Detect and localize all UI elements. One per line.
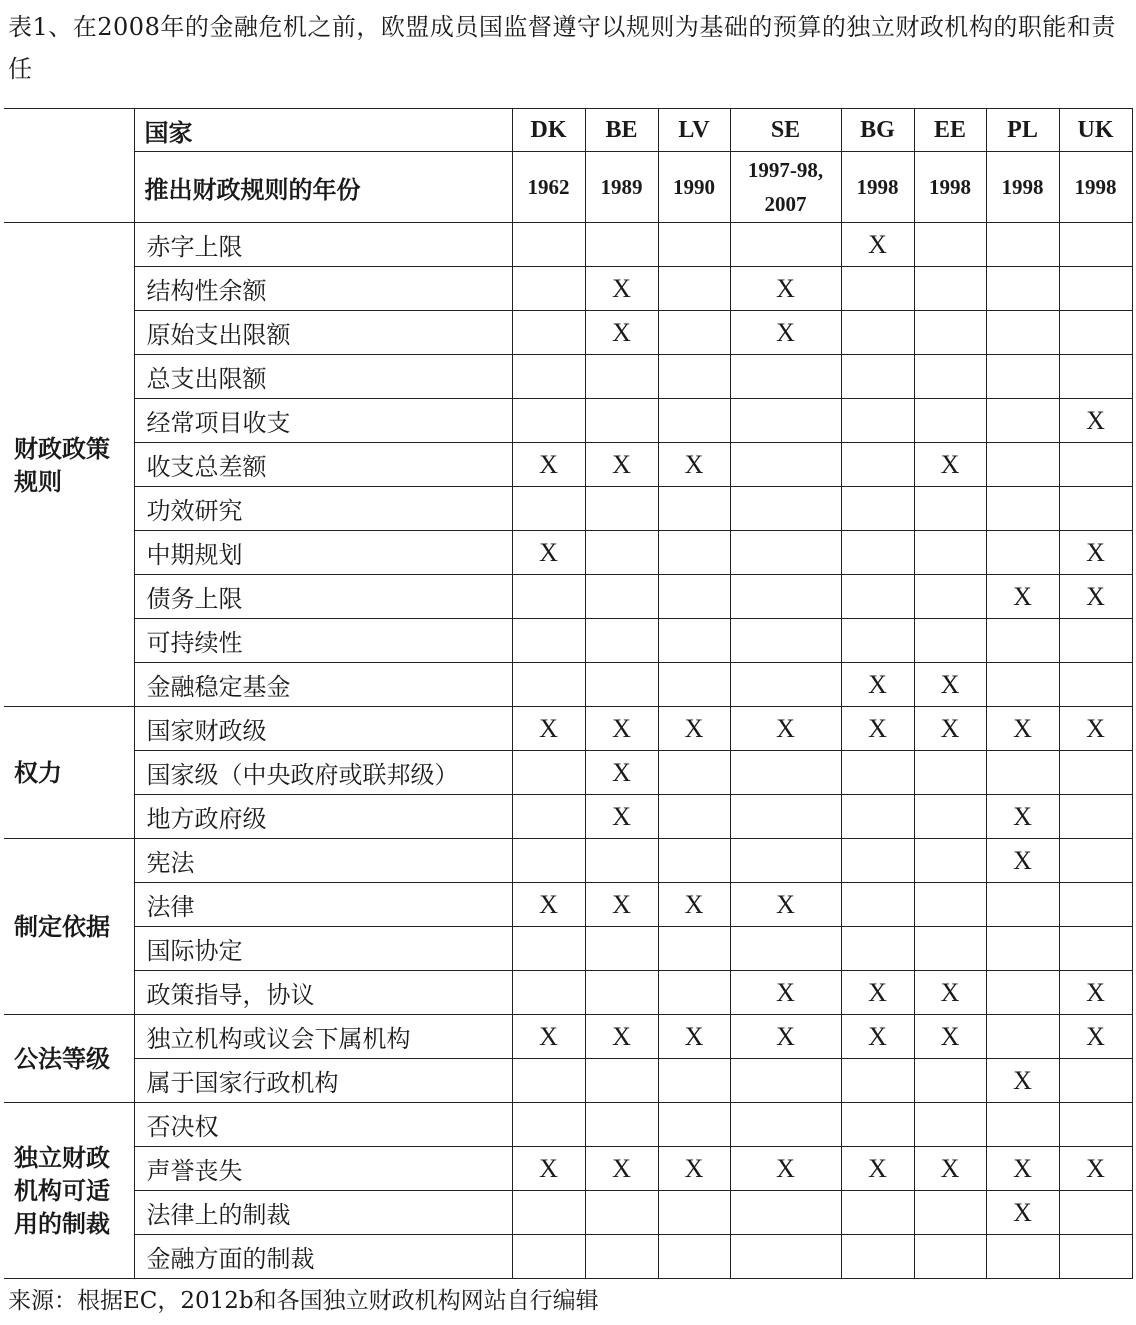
empty-cell <box>730 839 841 883</box>
check-mark-cell: X <box>512 1015 585 1059</box>
group-label-text: 独立财政机构可适用的制裁 <box>14 1143 110 1238</box>
check-mark-cell: X <box>730 707 841 751</box>
check-mark-cell: X <box>914 1147 986 1191</box>
empty-cell <box>841 311 914 355</box>
empty-cell <box>585 927 658 971</box>
check-mark-cell: X <box>914 443 986 487</box>
check-mark-cell: X <box>512 883 585 927</box>
empty-cell <box>986 1015 1059 1059</box>
empty-cell <box>658 575 730 619</box>
country-code: BG <box>841 109 914 152</box>
check-mark-cell: X <box>658 1147 730 1191</box>
empty-cell <box>730 355 841 399</box>
empty-cell <box>730 927 841 971</box>
empty-cell <box>512 311 585 355</box>
empty-cell <box>841 795 914 839</box>
table-row <box>4 399 1132 443</box>
empty-cell <box>658 839 730 883</box>
table-row <box>4 1103 1132 1147</box>
table-row <box>4 707 1132 751</box>
check-mark-cell: X <box>1059 971 1132 1015</box>
check-mark-cell: X <box>1059 399 1132 443</box>
check-mark-cell: X <box>841 1147 914 1191</box>
check-mark-cell: X <box>1059 707 1132 751</box>
table-row <box>4 751 1132 795</box>
empty-cell <box>730 443 841 487</box>
table-row <box>4 1015 1132 1059</box>
check-mark-cell: X <box>585 1147 658 1191</box>
rule-year: 1989 <box>585 152 658 223</box>
empty-cell <box>658 531 730 575</box>
group-label-text: 权力 <box>14 758 62 787</box>
empty-cell <box>914 575 986 619</box>
empty-cell <box>585 1103 658 1147</box>
group-label-text: 制定依据 <box>14 912 110 941</box>
row-label: 法律 <box>134 883 512 927</box>
empty-cell <box>512 267 585 311</box>
empty-cell <box>986 223 1059 267</box>
row-label: 总支出限额 <box>134 355 512 399</box>
check-mark-cell: X <box>512 707 585 751</box>
fiscal-institutions-table <box>4 108 1133 1279</box>
empty-cell <box>841 1235 914 1279</box>
table-row <box>4 1235 1132 1279</box>
check-mark-cell: X <box>1059 575 1132 619</box>
row-label: 经常项目收支 <box>134 399 512 443</box>
empty-cell <box>512 355 585 399</box>
empty-cell <box>585 1235 658 1279</box>
header-row-countries <box>4 109 1132 152</box>
check-mark-cell: X <box>730 267 841 311</box>
country-code: SE <box>730 109 841 152</box>
rule-year: 1962 <box>512 152 585 223</box>
empty-cell <box>986 267 1059 311</box>
empty-cell <box>730 619 841 663</box>
empty-cell <box>658 355 730 399</box>
empty-cell <box>914 223 986 267</box>
table-row <box>4 443 1132 487</box>
table-body <box>4 109 1132 1279</box>
row-label: 否决权 <box>134 1103 512 1147</box>
empty-cell <box>1059 927 1132 971</box>
empty-cell <box>914 795 986 839</box>
empty-cell <box>841 1191 914 1235</box>
empty-cell <box>730 1191 841 1235</box>
check-mark-cell: X <box>658 707 730 751</box>
empty-cell <box>512 971 585 1015</box>
empty-cell <box>658 487 730 531</box>
empty-cell <box>658 663 730 707</box>
rule-year: 1998 <box>841 152 914 223</box>
empty-cell <box>730 575 841 619</box>
table-row <box>4 355 1132 399</box>
table-row <box>4 795 1132 839</box>
empty-cell <box>585 619 658 663</box>
empty-cell <box>512 751 585 795</box>
country-code: PL <box>986 109 1059 152</box>
empty-cell <box>730 1059 841 1103</box>
empty-cell <box>841 355 914 399</box>
empty-cell <box>512 839 585 883</box>
empty-cell <box>658 311 730 355</box>
empty-cell <box>585 223 658 267</box>
empty-cell <box>730 663 841 707</box>
table-row <box>4 927 1132 971</box>
row-label: 国际协定 <box>134 927 512 971</box>
check-mark-cell: X <box>512 1147 585 1191</box>
check-mark-cell: X <box>512 531 585 575</box>
empty-cell <box>1059 487 1132 531</box>
check-mark-cell: X <box>986 575 1059 619</box>
empty-cell <box>986 355 1059 399</box>
empty-cell <box>986 751 1059 795</box>
empty-cell <box>658 971 730 1015</box>
empty-cell <box>1059 1059 1132 1103</box>
empty-cell <box>841 619 914 663</box>
empty-cell <box>914 619 986 663</box>
empty-cell <box>1059 267 1132 311</box>
rule-year: 1998 <box>986 152 1059 223</box>
empty-cell <box>841 1059 914 1103</box>
rule-year: 1998 <box>1059 152 1132 223</box>
country-code: DK <box>512 109 585 152</box>
check-mark-cell: X <box>841 1015 914 1059</box>
check-mark-cell: X <box>1059 531 1132 575</box>
check-mark-cell: X <box>585 883 658 927</box>
empty-cell <box>512 1191 585 1235</box>
check-mark-cell: X <box>841 971 914 1015</box>
check-mark-cell: X <box>585 1015 658 1059</box>
empty-cell <box>512 1103 585 1147</box>
empty-cell <box>658 223 730 267</box>
check-mark-cell: X <box>585 795 658 839</box>
table-row <box>4 1147 1132 1191</box>
empty-cell <box>914 267 986 311</box>
empty-cell <box>841 1103 914 1147</box>
check-mark-cell: X <box>841 707 914 751</box>
empty-cell <box>1059 223 1132 267</box>
row-label: 金融方面的制裁 <box>134 1235 512 1279</box>
empty-cell <box>986 1235 1059 1279</box>
empty-cell <box>585 487 658 531</box>
empty-cell <box>512 223 585 267</box>
empty-cell <box>730 487 841 531</box>
check-mark-cell: X <box>914 663 986 707</box>
group-label <box>4 839 134 1015</box>
row-label: 政策指导，协议 <box>134 971 512 1015</box>
empty-cell <box>914 839 986 883</box>
empty-cell <box>512 399 585 443</box>
table-row <box>4 575 1132 619</box>
empty-cell <box>585 531 658 575</box>
check-mark-cell: X <box>730 1147 841 1191</box>
check-mark-cell: X <box>986 795 1059 839</box>
empty-cell <box>841 575 914 619</box>
empty-cell <box>986 883 1059 927</box>
empty-cell <box>986 399 1059 443</box>
empty-cell <box>1059 795 1132 839</box>
empty-cell <box>986 311 1059 355</box>
empty-cell <box>841 399 914 443</box>
empty-cell <box>512 619 585 663</box>
row-label: 结构性余额 <box>134 267 512 311</box>
country-header-label: 国家 <box>134 109 512 152</box>
empty-cell <box>730 531 841 575</box>
empty-cell <box>914 883 986 927</box>
header-blank-cell <box>4 109 134 223</box>
group-label-text: 财政政策规则 <box>14 433 110 496</box>
empty-cell <box>1059 355 1132 399</box>
empty-cell <box>585 575 658 619</box>
empty-cell <box>512 795 585 839</box>
empty-cell <box>841 267 914 311</box>
country-code: BE <box>585 109 658 152</box>
empty-cell <box>841 531 914 575</box>
empty-cell <box>914 1191 986 1235</box>
empty-cell <box>1059 883 1132 927</box>
check-mark-cell: X <box>914 707 986 751</box>
table-row <box>4 839 1132 883</box>
empty-cell <box>986 443 1059 487</box>
group-label-text: 公法等级 <box>14 1044 110 1073</box>
table-row <box>4 1191 1132 1235</box>
check-mark-cell: X <box>658 443 730 487</box>
empty-cell <box>914 751 986 795</box>
row-label: 中期规划 <box>134 531 512 575</box>
country-code: UK <box>1059 109 1132 152</box>
empty-cell <box>986 1103 1059 1147</box>
empty-cell <box>986 531 1059 575</box>
empty-cell <box>986 487 1059 531</box>
check-mark-cell: X <box>914 971 986 1015</box>
empty-cell <box>585 355 658 399</box>
check-mark-cell: X <box>986 1059 1059 1103</box>
empty-cell <box>986 927 1059 971</box>
check-mark-cell: X <box>730 1015 841 1059</box>
check-mark-cell: X <box>986 707 1059 751</box>
header-row-years <box>4 152 1132 223</box>
check-mark-cell: X <box>841 663 914 707</box>
row-label: 属于国家行政机构 <box>134 1059 512 1103</box>
empty-cell <box>658 1059 730 1103</box>
empty-cell <box>658 267 730 311</box>
empty-cell <box>1059 1235 1132 1279</box>
empty-cell <box>730 1235 841 1279</box>
check-mark-cell: X <box>512 443 585 487</box>
empty-cell <box>1059 443 1132 487</box>
empty-cell <box>841 487 914 531</box>
row-label: 宪法 <box>134 839 512 883</box>
empty-cell <box>585 399 658 443</box>
empty-cell <box>730 751 841 795</box>
row-label: 赤字上限 <box>134 223 512 267</box>
row-label: 功效研究 <box>134 487 512 531</box>
empty-cell <box>512 663 585 707</box>
empty-cell <box>658 751 730 795</box>
empty-cell <box>1059 1103 1132 1147</box>
empty-cell <box>914 399 986 443</box>
empty-cell <box>658 619 730 663</box>
table-row <box>4 663 1132 707</box>
empty-cell <box>658 795 730 839</box>
empty-cell <box>1059 751 1132 795</box>
empty-cell <box>1059 839 1132 883</box>
empty-cell <box>730 223 841 267</box>
empty-cell <box>841 751 914 795</box>
empty-cell <box>512 487 585 531</box>
empty-cell <box>730 1103 841 1147</box>
group-label <box>4 223 134 707</box>
row-label: 国家财政级 <box>134 707 512 751</box>
empty-cell <box>986 619 1059 663</box>
country-code: EE <box>914 109 986 152</box>
check-mark-cell: X <box>986 1147 1059 1191</box>
empty-cell <box>914 1059 986 1103</box>
empty-cell <box>1059 1191 1132 1235</box>
check-mark-cell: X <box>585 267 658 311</box>
check-mark-cell: X <box>730 883 841 927</box>
table-row <box>4 1059 1132 1103</box>
check-mark-cell: X <box>585 311 658 355</box>
check-mark-cell: X <box>585 707 658 751</box>
row-label: 收支总差额 <box>134 443 512 487</box>
empty-cell <box>841 927 914 971</box>
check-mark-cell: X <box>1059 1015 1132 1059</box>
empty-cell <box>841 839 914 883</box>
empty-cell <box>914 531 986 575</box>
country-code: LV <box>658 109 730 152</box>
group-label <box>4 707 134 839</box>
empty-cell <box>585 839 658 883</box>
row-label: 地方政府级 <box>134 795 512 839</box>
empty-cell <box>730 795 841 839</box>
check-mark-cell: X <box>1059 1147 1132 1191</box>
empty-cell <box>914 1235 986 1279</box>
empty-cell <box>585 1059 658 1103</box>
empty-cell <box>986 971 1059 1015</box>
empty-cell <box>914 1103 986 1147</box>
group-label <box>4 1103 134 1279</box>
table-row <box>4 531 1132 575</box>
row-label: 债务上限 <box>134 575 512 619</box>
table-row <box>4 883 1132 927</box>
empty-cell <box>914 311 986 355</box>
empty-cell <box>914 487 986 531</box>
check-mark-cell: X <box>658 883 730 927</box>
empty-cell <box>512 1235 585 1279</box>
empty-cell <box>841 443 914 487</box>
row-label: 原始支出限额 <box>134 311 512 355</box>
check-mark-cell: X <box>914 1015 986 1059</box>
check-mark-cell: X <box>658 1015 730 1059</box>
table-row <box>4 223 1132 267</box>
check-mark-cell: X <box>730 311 841 355</box>
row-label: 金融稳定基金 <box>134 663 512 707</box>
empty-cell <box>658 1235 730 1279</box>
table-row <box>4 487 1132 531</box>
empty-cell <box>730 399 841 443</box>
empty-cell <box>986 663 1059 707</box>
empty-cell <box>914 927 986 971</box>
row-label: 声誉丧失 <box>134 1147 512 1191</box>
row-label: 独立机构或议会下属机构 <box>134 1015 512 1059</box>
empty-cell <box>1059 663 1132 707</box>
check-mark-cell: X <box>986 1191 1059 1235</box>
row-label: 法律上的制裁 <box>134 1191 512 1235</box>
empty-cell <box>512 575 585 619</box>
empty-cell <box>512 1059 585 1103</box>
group-label <box>4 1015 134 1103</box>
empty-cell <box>658 399 730 443</box>
year-header-label: 推出财政规则的年份 <box>134 152 512 223</box>
empty-cell <box>585 1191 658 1235</box>
empty-cell <box>585 971 658 1015</box>
table-caption: 表1、在2008年的金融危机之前，欧盟成员国监督遵守以规则为基础的预算的独立财政机构的职能和责任 <box>8 13 1116 83</box>
rule-year: 1990 <box>658 152 730 223</box>
empty-cell <box>585 663 658 707</box>
empty-cell <box>658 927 730 971</box>
empty-cell <box>841 883 914 927</box>
empty-cell <box>914 355 986 399</box>
empty-cell <box>1059 619 1132 663</box>
check-mark-cell: X <box>585 751 658 795</box>
empty-cell <box>512 927 585 971</box>
table-row <box>4 971 1132 1015</box>
source-note: 来源：根据EC，2012b和各国独立财政机构网站自行编辑 <box>8 1288 599 1314</box>
row-label: 可持续性 <box>134 619 512 663</box>
row-label: 国家级（中央政府或联邦级） <box>134 751 512 795</box>
table-row <box>4 619 1132 663</box>
check-mark-cell: X <box>986 839 1059 883</box>
rule-year: 1998 <box>914 152 986 223</box>
table-row <box>4 311 1132 355</box>
check-mark-cell: X <box>841 223 914 267</box>
check-mark-cell: X <box>730 971 841 1015</box>
empty-cell <box>658 1103 730 1147</box>
empty-cell <box>1059 311 1132 355</box>
check-mark-cell: X <box>585 443 658 487</box>
rule-year: 1997-98, 2007 <box>730 152 841 223</box>
table-row <box>4 267 1132 311</box>
empty-cell <box>658 1191 730 1235</box>
